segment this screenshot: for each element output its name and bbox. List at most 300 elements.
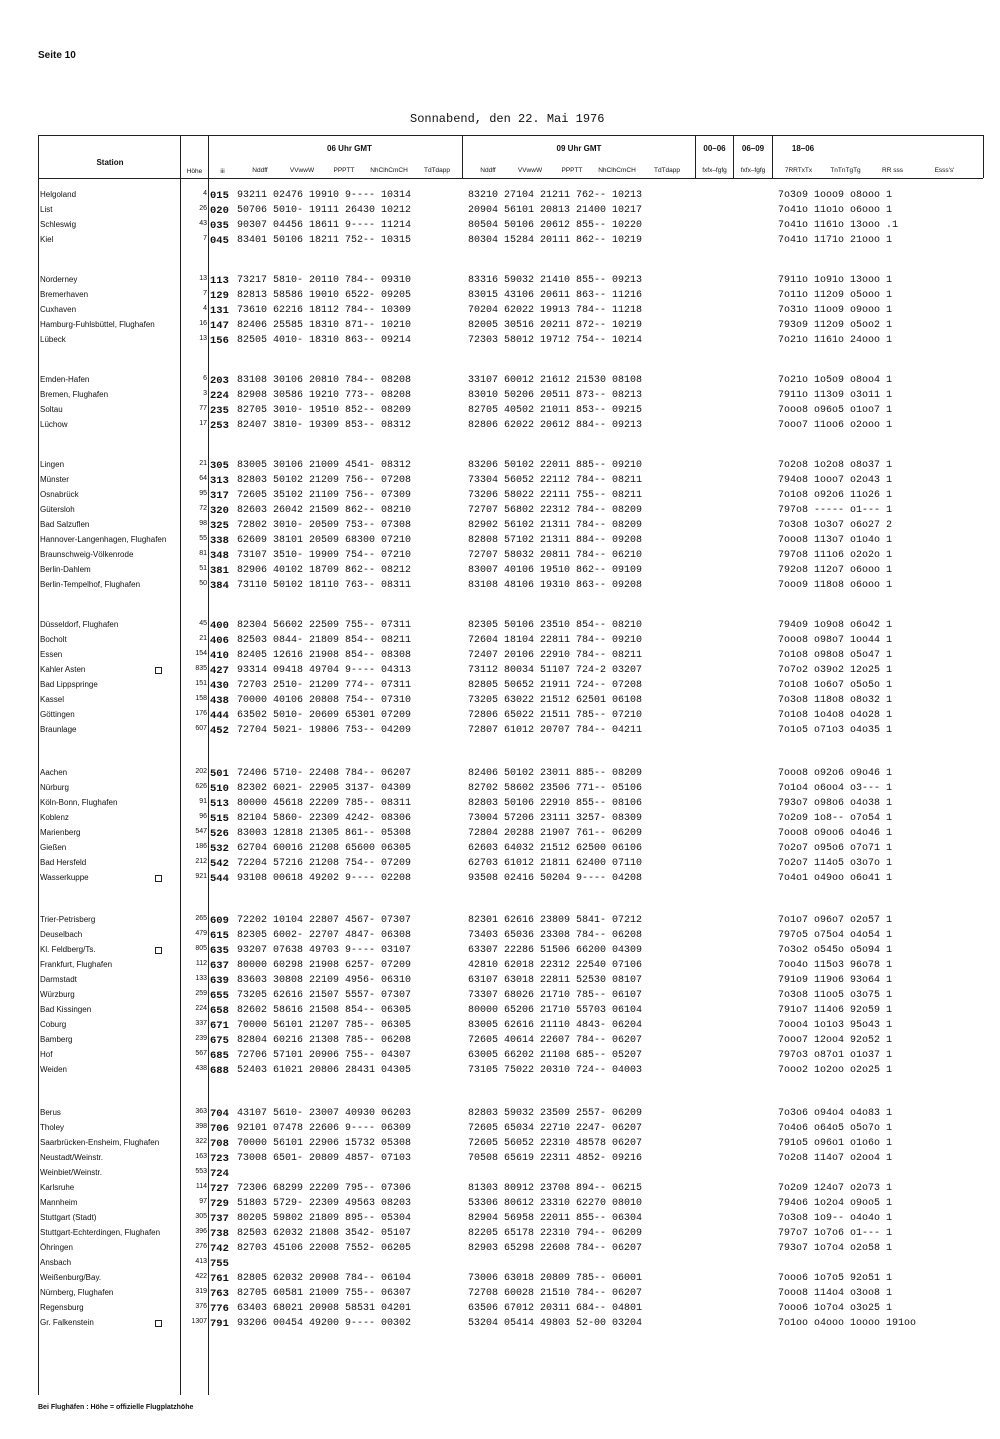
obs-06-gmt: 83003 12818 21305 861-- 05308 <box>237 828 412 839</box>
station-height: 626 <box>195 783 207 790</box>
obs-06-gmt: 73107 3510- 19909 754-- 07210 <box>237 550 412 561</box>
obs-06-gmt: 82906 40102 18709 862-- 08212 <box>237 565 412 576</box>
station-index: 035 <box>210 220 229 232</box>
obs-09-gmt: 72806 65022 21511 785-- 07210 <box>468 710 643 721</box>
station-height: 239 <box>195 1035 207 1042</box>
station-index: 348 <box>210 550 229 562</box>
obs-18-06: 7o41o 1171o 21ooo 1 <box>778 235 893 246</box>
obs-06-gmt: 72605 35102 21109 756-- 07309 <box>237 490 412 501</box>
station-index: 203 <box>210 375 229 387</box>
obs-06-gmt: 72204 57216 21208 754-- 07209 <box>237 858 412 869</box>
station-height: 413 <box>195 1258 207 1265</box>
obs-09-gmt: 73205 63022 21512 62501 06108 <box>468 695 643 706</box>
station-height: 43 <box>199 220 207 227</box>
station-index: 727 <box>210 1183 229 1195</box>
obs-09-gmt: 83108 48106 19310 863-- 09208 <box>468 580 643 591</box>
obs-09-gmt: 82904 56958 22011 855-- 06304 <box>468 1213 643 1224</box>
obs-06-gmt: 83401 50106 18211 752-- 10315 <box>237 235 412 246</box>
obs-09-gmt: 73307 68026 21710 785-- 06107 <box>468 990 643 1001</box>
obs-09-gmt: 73206 58022 22111 755-- 08211 <box>468 490 643 501</box>
station-height: 151 <box>195 680 207 687</box>
station-height: 553 <box>195 1168 207 1175</box>
obs-18-06: 7ooo8 114o4 o3oo8 1 <box>778 1288 893 1299</box>
obs-18-06: 797o8 111o6 o2o2o 1 <box>778 550 893 561</box>
header-height: Höhe <box>186 168 203 175</box>
station-index: 113 <box>210 275 229 287</box>
obs-09-gmt: 80304 15284 20111 862-- 10219 <box>468 235 643 246</box>
header-06-sub-5: TdTdapp <box>423 167 451 174</box>
station-height: 96 <box>199 813 207 820</box>
obs-18-06: 7o1o5 o71o3 o4o35 1 <box>778 725 893 736</box>
station-index: 338 <box>210 535 229 547</box>
station-index: 513 <box>210 798 229 810</box>
obs-18-06: 7ooo8 o98o7 1oo44 1 <box>778 635 893 646</box>
obs-18-06: 7o3o2 o545o o5o94 1 <box>778 945 893 956</box>
station-name: Stuttgart (Stadt) <box>40 1213 97 1222</box>
station-height: 21 <box>199 635 207 642</box>
station-index: 320 <box>210 505 229 517</box>
station-index: 675 <box>210 1035 229 1047</box>
obs-18-06: 7o7o2 o39o2 12o25 1 <box>778 665 893 676</box>
station-index: 510 <box>210 783 229 795</box>
obs-18-06: 7ooo4 1o1o3 95o43 1 <box>778 1020 893 1031</box>
station-index: 609 <box>210 915 229 927</box>
obs-18-06: 7o31o 11oo9 o9ooo 1 <box>778 305 893 316</box>
obs-18-06: 7o4o1 o49oo o6o41 1 <box>778 873 893 884</box>
station-height: 77 <box>199 405 207 412</box>
obs-06-gmt: 51803 5729- 22309 49563 08203 <box>237 1198 412 1209</box>
station-index: 515 <box>210 813 229 825</box>
obs-18-06: 7o2o8 114o7 o2oo4 1 <box>778 1153 893 1164</box>
obs-06-gmt: 73008 6501- 20809 4857- 07103 <box>237 1153 412 1164</box>
station-index: 313 <box>210 475 229 487</box>
station-name: Aachen <box>40 768 68 777</box>
station-index: 381 <box>210 565 229 577</box>
table-right-border <box>983 135 984 178</box>
obs-18-06: 7ooo6 1o7o5 92o51 1 <box>778 1273 893 1284</box>
obs-09-gmt: 83206 50102 22011 885-- 09210 <box>468 460 643 471</box>
obs-06-gmt: 82406 25585 18310 871-- 10210 <box>237 320 412 331</box>
obs-06-gmt: 63403 68021 20908 58531 04201 <box>237 1303 412 1314</box>
station-name: Bocholt <box>40 635 67 644</box>
obs-18-06: 7o2o9 124o7 o2o73 1 <box>778 1183 893 1194</box>
mountain-station-marker <box>155 875 162 882</box>
col-divider-09 <box>462 135 463 178</box>
station-index: 253 <box>210 420 229 432</box>
obs-06-gmt: 73610 62216 18112 784-- 10309 <box>237 305 412 316</box>
obs-06-gmt: 62609 38101 20509 68300 07210 <box>237 535 412 546</box>
station-name: Weißenburg/Bay. <box>40 1273 102 1282</box>
station-index: 723 <box>210 1153 229 1165</box>
station-index: 544 <box>210 873 229 885</box>
station-name: Lübeck <box>40 335 66 344</box>
station-name: Neustadt/Weinstr. <box>40 1153 103 1162</box>
obs-09-gmt: 82803 50106 22910 855-- 08106 <box>468 798 643 809</box>
station-height: 97 <box>199 1198 207 1205</box>
obs-06-gmt: 63502 5010- 20609 65301 07209 <box>237 710 412 721</box>
obs-06-gmt: 80000 45618 22209 785-- 08311 <box>237 798 412 809</box>
obs-06-gmt: 72704 5021- 19806 753-- 04209 <box>237 725 412 736</box>
obs-06-gmt: 82908 30586 19210 773-- 08208 <box>237 390 412 401</box>
station-index: 501 <box>210 768 229 780</box>
obs-09-gmt: 62703 61012 21811 62400 07110 <box>468 858 643 869</box>
obs-09-gmt: 70204 62022 19913 784-- 11218 <box>468 305 643 316</box>
station-index: 427 <box>210 665 229 677</box>
obs-09-gmt: 72707 56802 22312 784-- 08209 <box>468 505 643 516</box>
station-height: 81 <box>199 550 207 557</box>
station-name: Münster <box>40 475 69 484</box>
obs-09-gmt: 82808 57102 21311 884-- 09208 <box>468 535 643 546</box>
obs-06-gmt: 70000 56101 21207 785-- 06305 <box>237 1020 412 1031</box>
station-name: Coburg <box>40 1020 67 1029</box>
header-1806-sub-1: 7RRTxTx <box>784 167 813 174</box>
station-index: 045 <box>210 235 229 247</box>
station-name: Kassel <box>40 695 65 704</box>
obs-18-06: 7ooo9 118o8 o6ooo 1 <box>778 580 893 591</box>
obs-09-gmt: 73105 75022 20310 724-- 04003 <box>468 1065 643 1076</box>
station-index: 384 <box>210 580 229 592</box>
station-index: 444 <box>210 710 229 722</box>
obs-18-06: 7ooo6 1o7o4 o3o25 1 <box>778 1303 893 1314</box>
station-height: 13 <box>199 335 207 342</box>
header-06-09: 06–09 <box>741 144 765 153</box>
station-height: 64 <box>199 475 207 482</box>
station-index: 791 <box>210 1318 229 1330</box>
station-name: Osnabrück <box>40 490 79 499</box>
station-height: 91 <box>199 798 207 805</box>
station-index: 438 <box>210 695 229 707</box>
station-index: 724 <box>210 1168 229 1180</box>
obs-18-06: 797o3 o87o1 o1o37 1 <box>778 1050 893 1061</box>
station-name: Nürburg <box>40 783 69 792</box>
station-name: Hof <box>40 1050 53 1059</box>
obs-09-gmt: 93508 02416 50204 9---- 04208 <box>468 873 643 884</box>
station-index: 224 <box>210 390 229 402</box>
station-height: 337 <box>195 1020 207 1027</box>
obs-06-gmt: 82804 60216 21308 785-- 06208 <box>237 1035 412 1046</box>
obs-18-06: 7ooo8 113o7 o1o4o 1 <box>778 535 893 546</box>
station-index: 615 <box>210 930 229 942</box>
station-height: 50 <box>199 580 207 587</box>
station-index: 147 <box>210 320 229 332</box>
obs-09-gmt: 20904 56101 20813 21400 10217 <box>468 205 643 216</box>
station-index: 763 <box>210 1288 229 1300</box>
obs-18-06: 797o8 ----- o1--- 1 <box>778 505 893 516</box>
obs-06-gmt: 93211 02476 19910 9---- 10314 <box>237 190 412 201</box>
obs-09-gmt: 82305 50106 23510 854-- 08210 <box>468 620 643 631</box>
station-name: Hannover-Langenhagen, Flughafen <box>40 535 167 544</box>
obs-18-06: 7ooo8 o9oo6 o4o46 1 <box>778 828 893 839</box>
station-height: 154 <box>195 650 207 657</box>
obs-09-gmt: 83015 43106 20611 863-- 11216 <box>468 290 643 301</box>
obs-09-gmt: 70508 65619 22311 4852- 09216 <box>468 1153 643 1164</box>
obs-18-06: 793o9 112o9 o5oo2 1 <box>778 320 893 331</box>
station-name: Emden-Hafen <box>40 375 90 384</box>
mountain-station-marker <box>155 1320 162 1327</box>
station-index: 639 <box>210 975 229 987</box>
obs-18-06: 794o6 1o2o4 o9oo5 1 <box>778 1198 893 1209</box>
obs-06-gmt: 73205 62616 21507 5557- 07307 <box>237 990 412 1001</box>
obs-06-gmt: 90307 04456 18611 9---- 11214 <box>237 220 412 231</box>
station-height: 133 <box>195 975 207 982</box>
station-height: 112 <box>195 960 207 967</box>
station-index: 156 <box>210 335 229 347</box>
station-height: 224 <box>195 1005 207 1012</box>
obs-18-06: 7o1o8 o92o6 11o26 1 <box>778 490 893 501</box>
col-divider-station <box>180 135 181 1395</box>
station-height: 363 <box>195 1108 207 1115</box>
obs-06-gmt: 83603 30808 22109 4956- 06310 <box>237 975 412 986</box>
header-09-sub-3: PPPTT <box>561 167 583 174</box>
station-height: 4 <box>203 190 207 197</box>
station-height: 438 <box>195 1065 207 1072</box>
obs-18-06: 7o2o9 1o8-- o7o54 1 <box>778 813 893 824</box>
obs-18-06: 7o21o 1161o 24ooo 1 <box>778 335 893 346</box>
obs-18-06: 7ooo2 1o2oo o2o25 1 <box>778 1065 893 1076</box>
station-name: Bamberg <box>40 1035 73 1044</box>
station-name: Regensburg <box>40 1303 84 1312</box>
station-index: 738 <box>210 1228 229 1240</box>
station-height: 3 <box>203 390 207 397</box>
obs-18-06: 7o1o8 o98o8 o5o47 1 <box>778 650 893 661</box>
station-height: 259 <box>195 990 207 997</box>
col-divider-1806 <box>772 135 773 178</box>
station-index: 400 <box>210 620 229 632</box>
station-height: 13 <box>199 275 207 282</box>
obs-06-gmt: 70000 56101 22906 15732 05308 <box>237 1138 412 1149</box>
station-height: 21 <box>199 460 207 467</box>
station-name: Braunlage <box>40 725 77 734</box>
obs-09-gmt: 82005 30516 20211 872-- 10219 <box>468 320 643 331</box>
station-name: Marienberg <box>40 828 81 837</box>
obs-06-gmt: 82104 5860- 22309 4242- 08306 <box>237 813 412 824</box>
obs-09-gmt: 63307 22286 51506 66200 04309 <box>468 945 643 956</box>
station-height: 7 <box>203 290 207 297</box>
obs-06-gmt: 82405 12616 21908 854-- 08308 <box>237 650 412 661</box>
obs-06-gmt: 73217 5810- 20110 784-- 09310 <box>237 275 412 286</box>
station-name: Bremerhaven <box>40 290 89 299</box>
obs-09-gmt: 42810 62018 22312 22540 07106 <box>468 960 643 971</box>
obs-09-gmt: 83010 50206 20511 873-- 08213 <box>468 390 643 401</box>
station-index: 671 <box>210 1020 229 1032</box>
station-height: 607 <box>195 725 207 732</box>
obs-09-gmt: 72807 61012 20707 784-- 04211 <box>468 725 643 736</box>
table-left-border <box>38 135 39 1395</box>
station-name: Köln-Bonn, Flughafen <box>40 798 118 807</box>
obs-06-gmt: 82305 6002- 22707 4847- 06308 <box>237 930 412 941</box>
obs-06-gmt: 72802 3010- 20509 753-- 07308 <box>237 520 412 531</box>
obs-06-gmt: 72406 5710- 22408 784-- 06207 <box>237 768 412 779</box>
station-height: 6 <box>203 375 207 382</box>
station-index: 742 <box>210 1243 229 1255</box>
obs-06-gmt: 70000 40106 20808 754-- 07310 <box>237 695 412 706</box>
station-height: 479 <box>195 930 207 937</box>
obs-09-gmt: 33107 60012 21612 21530 08108 <box>468 375 643 386</box>
obs-09-gmt: 72707 58032 20811 784-- 06210 <box>468 550 643 561</box>
header-09-sub-2: VVwwW <box>517 167 543 174</box>
obs-09-gmt: 53306 80612 23310 62270 08010 <box>468 1198 643 1209</box>
header-06-sub-3: PPPTT <box>333 167 355 174</box>
obs-09-gmt: 72407 20106 22910 784-- 08211 <box>468 650 643 661</box>
obs-18-06: 7911o 1o91o 13ooo 1 <box>778 275 893 286</box>
obs-06-gmt: 82705 3010- 19510 852-- 08209 <box>237 405 412 416</box>
obs-18-06: 797o5 o75o4 o4o54 1 <box>778 930 893 941</box>
station-height: 114 <box>195 1183 207 1190</box>
obs-09-gmt: 73006 63018 20809 785-- 06001 <box>468 1273 643 1284</box>
station-index: 776 <box>210 1303 229 1315</box>
obs-18-06: 791o9 119o6 93o64 1 <box>778 975 893 986</box>
station-height: 17 <box>199 420 207 427</box>
station-index: 015 <box>210 190 229 202</box>
page-number: Seite 10 <box>38 50 76 61</box>
obs-18-06: 7o1o7 o96o7 o2o57 1 <box>778 915 893 926</box>
station-name: Nürnberg, Flughafen <box>40 1288 114 1297</box>
station-index: 761 <box>210 1273 229 1285</box>
obs-18-06: 797o7 1o7o6 o1--- 1 <box>778 1228 893 1239</box>
obs-18-06: 7o2o8 1o2o8 o8o37 1 <box>778 460 893 471</box>
obs-18-06: 7o41o 1161o 13ooo .1 <box>778 220 899 231</box>
station-name: Gießen <box>40 843 67 852</box>
station-index: 685 <box>210 1050 229 1062</box>
station-index: 452 <box>210 725 229 737</box>
station-height: 7 <box>203 235 207 242</box>
obs-06-gmt: 82805 62032 20908 784-- 06104 <box>237 1273 412 1284</box>
obs-09-gmt: 82301 62616 23809 5841- 07212 <box>468 915 643 926</box>
station-height: 176 <box>195 710 207 717</box>
obs-18-06: 7o11o 112o9 o5ooo 1 <box>778 290 893 301</box>
station-index: 406 <box>210 635 229 647</box>
obs-06-gmt: 82304 56602 22509 755-- 07311 <box>237 620 412 631</box>
obs-09-gmt: 72804 20288 21907 761-- 06209 <box>468 828 643 839</box>
station-index: 729 <box>210 1198 229 1210</box>
station-name: Karlsruhe <box>40 1183 75 1192</box>
station-height: 4 <box>203 305 207 312</box>
station-index: 131 <box>210 305 229 317</box>
obs-09-gmt: 53204 05414 49803 52-00 03204 <box>468 1318 643 1329</box>
station-height: 835 <box>195 665 207 672</box>
station-name: Essen <box>40 650 63 659</box>
station-height: 158 <box>195 695 207 702</box>
obs-09-gmt: 83005 62616 21110 4843- 06204 <box>468 1020 643 1031</box>
header-0006-sub: fxfx–fgfg <box>702 167 727 174</box>
header-00-06: 00–06 <box>703 144 726 153</box>
station-height: 51 <box>199 565 207 572</box>
station-height: 186 <box>195 843 207 850</box>
station-height: 376 <box>195 1303 207 1310</box>
obs-06-gmt: 43107 5610- 23007 40930 06203 <box>237 1108 412 1119</box>
station-name: Stuttgart-Echterdingen, Flughafen <box>40 1228 161 1237</box>
obs-18-06: 791o5 o96o1 o1o6o 1 <box>778 1138 893 1149</box>
station-name: Helgoland <box>40 190 77 199</box>
obs-18-06: 791o7 114o6 92o59 1 <box>778 1005 893 1016</box>
obs-06-gmt: 72306 68299 22209 795-- 07306 <box>237 1183 412 1194</box>
obs-18-06: 793o7 o98o6 o4o38 1 <box>778 798 893 809</box>
obs-09-gmt: 72605 56052 22310 48578 06207 <box>468 1138 643 1149</box>
obs-09-gmt: 82806 62022 20612 884-- 09213 <box>468 420 643 431</box>
header-09-sub-1: Nddff <box>480 167 496 174</box>
obs-06-gmt: 82602 58616 21508 854-- 06305 <box>237 1005 412 1016</box>
station-index: 526 <box>210 828 229 840</box>
obs-06-gmt: 93314 09418 49704 9---- 04313 <box>237 665 412 676</box>
obs-06-gmt: 73110 50102 18110 763-- 08311 <box>237 580 412 591</box>
obs-09-gmt: 82205 65178 22310 794-- 06209 <box>468 1228 643 1239</box>
station-height: 319 <box>195 1288 207 1295</box>
station-name: Bremen, Flughafen <box>40 390 109 399</box>
obs-18-06: 7o1o8 1o4o8 o4o28 1 <box>778 710 893 721</box>
station-name: Deuselbach <box>40 930 83 939</box>
station-height: 305 <box>195 1213 207 1220</box>
obs-18-06: 793o7 1o7o4 o2o58 1 <box>778 1243 893 1254</box>
station-index: 637 <box>210 960 229 972</box>
station-height: 322 <box>195 1138 207 1145</box>
obs-18-06: 794o9 1o9o8 o6o42 1 <box>778 620 893 631</box>
obs-09-gmt: 63005 66202 21108 685-- 05207 <box>468 1050 643 1061</box>
station-index: 325 <box>210 520 229 532</box>
header-1806-sub-4: Esss's' <box>934 167 955 174</box>
obs-09-gmt: 81303 80912 23708 894-- 06215 <box>468 1183 643 1194</box>
station-name: Öhringen <box>40 1243 73 1252</box>
header-1806-sub-2: TnTnTgTg <box>830 167 861 174</box>
obs-09-gmt: 82902 56102 21311 784-- 08209 <box>468 520 643 531</box>
obs-06-gmt: 82503 62032 21808 3542- 05107 <box>237 1228 412 1239</box>
station-name: Weiden <box>40 1065 67 1074</box>
station-height: 16 <box>199 320 207 327</box>
obs-09-gmt: 73112 80034 51107 724-2 03207 <box>468 665 643 676</box>
col-divider-height <box>208 135 209 1395</box>
obs-06-gmt: 72703 2510- 21209 774-- 07311 <box>237 680 412 691</box>
station-name: Gr. Falkenstein <box>40 1318 94 1327</box>
obs-06-gmt: 93108 00618 49202 9---- 02208 <box>237 873 412 884</box>
obs-06-gmt: 83005 30106 21009 4541- 08312 <box>237 460 412 471</box>
obs-18-06: 7ooo7 12oo4 92o52 1 <box>778 1035 893 1046</box>
obs-06-gmt: 62704 60016 21208 65600 06305 <box>237 843 412 854</box>
header-09-sub-5: TdTdapp <box>653 167 681 174</box>
obs-09-gmt: 72605 40614 22607 784-- 06207 <box>468 1035 643 1046</box>
station-height: 398 <box>195 1123 207 1130</box>
station-name: Bad Salzuflen <box>40 520 90 529</box>
mountain-station-marker <box>155 667 162 674</box>
obs-09-gmt: 82903 65298 22608 784-- 06207 <box>468 1243 643 1254</box>
station-name: Düsseldorf, Flughafen <box>40 620 119 629</box>
obs-18-06: 7o41o 11o1o o6ooo 1 <box>778 205 893 216</box>
station-height: 265 <box>195 915 207 922</box>
station-index: 410 <box>210 650 229 662</box>
obs-09-gmt: 82705 40502 21011 853-- 09215 <box>468 405 643 416</box>
obs-09-gmt: 72604 18104 22811 784-- 09210 <box>468 635 643 646</box>
obs-06-gmt: 80205 59802 21809 895-- 05304 <box>237 1213 412 1224</box>
obs-06-gmt: 50706 5010- 19111 26430 10212 <box>237 205 412 216</box>
station-index: 655 <box>210 990 229 1002</box>
station-name: Berus <box>40 1108 61 1117</box>
station-name: Berlin-Dahlem <box>40 565 91 574</box>
station-name: Kahler Asten <box>40 665 86 674</box>
obs-09-gmt: 72708 60028 21510 784-- 06207 <box>468 1288 643 1299</box>
station-height: 212 <box>195 858 207 865</box>
station-height: 98 <box>199 520 207 527</box>
station-name: Saarbrücken-Ensheim, Flughafen <box>40 1138 160 1147</box>
station-name: Tholey <box>40 1123 65 1132</box>
station-name: List <box>40 205 53 214</box>
station-height: 396 <box>195 1228 207 1235</box>
station-name: Trier-Petrisberg <box>40 915 96 924</box>
obs-06-gmt: 82505 4010- 18310 863-- 09214 <box>237 335 412 346</box>
station-index: 737 <box>210 1213 229 1225</box>
station-name: Bad Kissingen <box>40 1005 92 1014</box>
obs-06-gmt: 82703 45106 22008 7552- 06205 <box>237 1243 412 1254</box>
station-index: 635 <box>210 945 229 957</box>
obs-09-gmt: 72605 65034 22710 2247- 06207 <box>468 1123 643 1134</box>
station-height: 202 <box>195 768 207 775</box>
